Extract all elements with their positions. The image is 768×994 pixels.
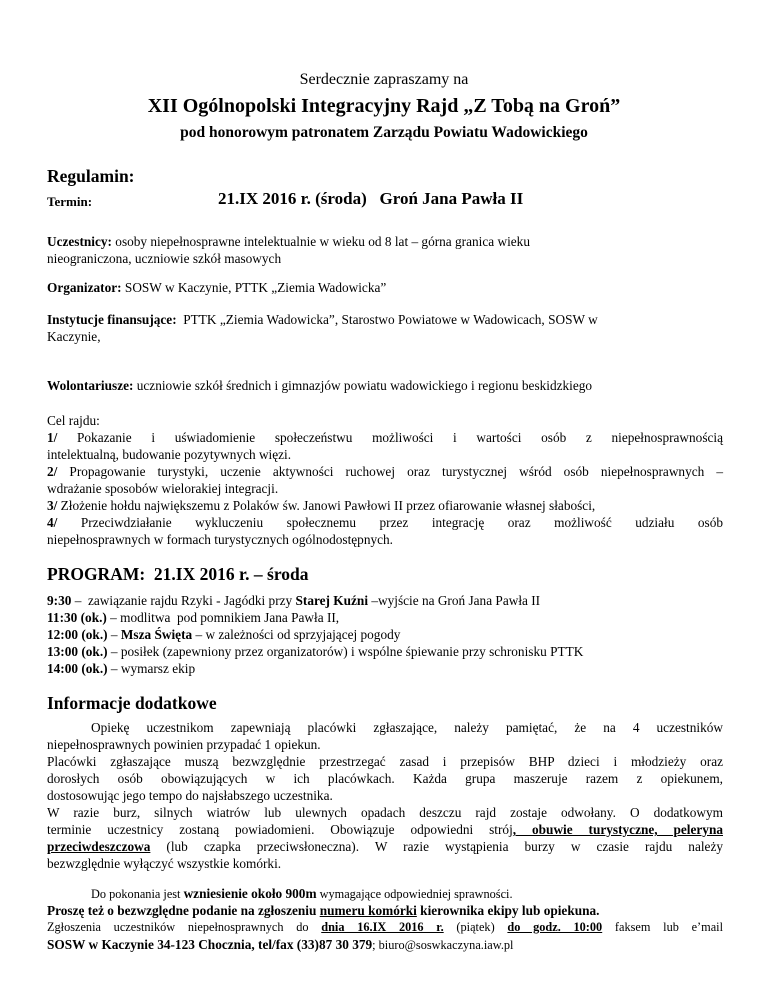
goal-4-line-1: 4/ Przeciwdziałanie wykluczeniu społecznemu przez integrację oraz możliwość udziału osób	[47, 515, 723, 530]
goal-4-line-2: niepełnosprawnych w formach turystycznych ogólnodostępnych.	[47, 532, 393, 547]
footer-line-1: Do pokonania jest wzniesienie około 900m wymagające odpowiedniej sprawności.	[91, 886, 513, 901]
regulamin-heading: Regulamin:	[47, 166, 135, 186]
goals-heading: Cel rajdu:	[47, 413, 100, 428]
term-value: 21.IX 2016 r. (środa) Groń Jana Pawła II	[218, 189, 524, 208]
program-item: 12:00 (ok.) – Msza Święta – w zależności od sprzyjającej pogody	[47, 627, 401, 642]
patronage-text: pod honorowym patronatem Zarządu Powiatu Wadowickiego	[180, 124, 588, 141]
participants-line-1: Uczestnicy: osoby niepełnosprawne intelektualnie w wieku od 8 lat – górna granica wieku	[47, 234, 530, 249]
goal-3-line-1: 3/ Złożenie hołdu największemu z Polaków św. Janowi Pawłowi II przez ofiarowanie własnej słabości,	[47, 498, 596, 513]
program-time: 12:00 (ok.)	[47, 627, 108, 642]
organizer-label: Organizator:	[47, 280, 122, 295]
info-p2-line-3: dostosowując jego tempo do najsłabszego uczestnika.	[47, 788, 333, 803]
term-label: Termin:	[47, 194, 93, 209]
volunteers-label: Wolontariusze:	[47, 378, 134, 393]
goal-2-line-2: wdrażanie sposobów wielorakiej integracji.	[47, 481, 279, 496]
info-p3-line-2: terminie uczestnicy zostaną powiadomieni. Obowiązuje odpowiedni strój, obuwie turystyczne, peleryna	[47, 822, 723, 837]
info-p1-line-1: Opiekę uczestnikom zapewniają placówki zgłaszające, należy pamiętać, że na 4 uczestników	[91, 720, 723, 735]
invite-text: Serdecznie zapraszamy na	[299, 71, 469, 88]
funding-line-2: Kaczynie,	[47, 329, 101, 344]
funding-label: Instytucje finansujące:	[47, 312, 177, 327]
info-p3-line-4: bezwzględnie wyłączyć wszystkie komórki.	[47, 856, 282, 871]
info-heading: Informacje dodatkowe	[47, 693, 217, 713]
info-p3-line-3: przeciwdeszczowa (lub czapka przeciwsłoneczna). W razie wystąpienia burzy w czasie rajdu należy	[47, 839, 723, 854]
program-time: 14:00 (ok.)	[47, 661, 108, 676]
program-time: 11:30 (ok.)	[47, 610, 107, 625]
program-item: 14:00 (ok.) – wymarsz ekip	[47, 661, 196, 676]
program-item: 13:00 (ok.) – posiłek (zapewniony przez organizatorów) i wspólne śpiewanie przy schronisku PTTK	[47, 644, 584, 659]
info-p3-line-1: W razie burz, silnych wiatrów lub ulewnych opadach deszczu rajd zostaje odwołany. O dodatkowym	[47, 805, 723, 820]
program-item: 9:30 – zawiązanie rajdu Rzyki - Jagódki przy Starej Kuźni –wyjście na Groń Jana Pawła II	[47, 593, 541, 608]
program-item: 11:30 (ok.) – modlitwa pod pomnikiem Jana Pawła II,	[47, 610, 340, 625]
participants-line-2: nieograniczona, uczniowie szkół masowych	[47, 251, 282, 266]
program-heading: PROGRAM: 21.IX 2016 r. – środa	[47, 564, 309, 584]
info-p2-line-2: dorosłych osób obowiązujących w ich placówkach. Każda grupa maszeruje razem z opiekunem,	[47, 771, 723, 786]
footer-line-3: Zgłoszenia uczestników niepełnosprawnych do dnia 16.IX 2016 r. (piątek) do godz. 10:00 faksem lub e’mail	[47, 920, 724, 934]
info-p1-line-2: niepełnosprawnych powinien przypadać 1 opiekun.	[47, 737, 321, 752]
footer-line-4: SOSW w Kaczynie 34-123 Chocznia, tel/fax (33)87 30 379; biuro@soswkaczyna.iaw.pl	[47, 937, 514, 952]
goal-1-line-1: 1/ Pokazanie i uświadomienie społeczeństwu możliwości i wartości osób z niepełnosprawnością	[47, 430, 723, 445]
event-title: XII Ogólnopolski Integracyjny Rajd „Z Tobą na Groń”	[147, 95, 621, 117]
goal-1-line-2: intelektualną, budowanie pozytywnych więzi.	[47, 447, 292, 462]
participants-label: Uczestnicy:	[47, 234, 112, 249]
program-time: 13:00 (ok.)	[47, 644, 108, 659]
program-time: 9:30	[47, 593, 72, 608]
volunteers-line: Wolontariusze: uczniowie szkół średnich i gimnazjów powiatu wadowickiego i regionu beskidzkiego	[47, 378, 593, 393]
funding-line-1: Instytucje finansujące: PTTK „Ziemia Wadowicka”, Starostwo Powiatowe w Wadowicach, SOSW w	[47, 312, 598, 327]
organizer-line: Organizator: SOSW w Kaczynie, PTTK „Ziemia Wadowicka”	[47, 280, 387, 295]
goal-2-line-1: 2/ Propagowanie turystyki, uczenie aktywności ruchowej oraz turystycznej wśród osób niepełnosprawnych –	[47, 464, 723, 479]
footer-line-2: Proszę też o bezwzględne podanie na zgłoszeniu numeru komórki kierownika ekipy lub opiekuna.	[47, 903, 600, 918]
info-p2-line-1: Placówki zgłaszające muszą bezwzględnie przestrzegać zasad i przepisów BHP dzieci i młodzieży oraz	[47, 754, 723, 769]
